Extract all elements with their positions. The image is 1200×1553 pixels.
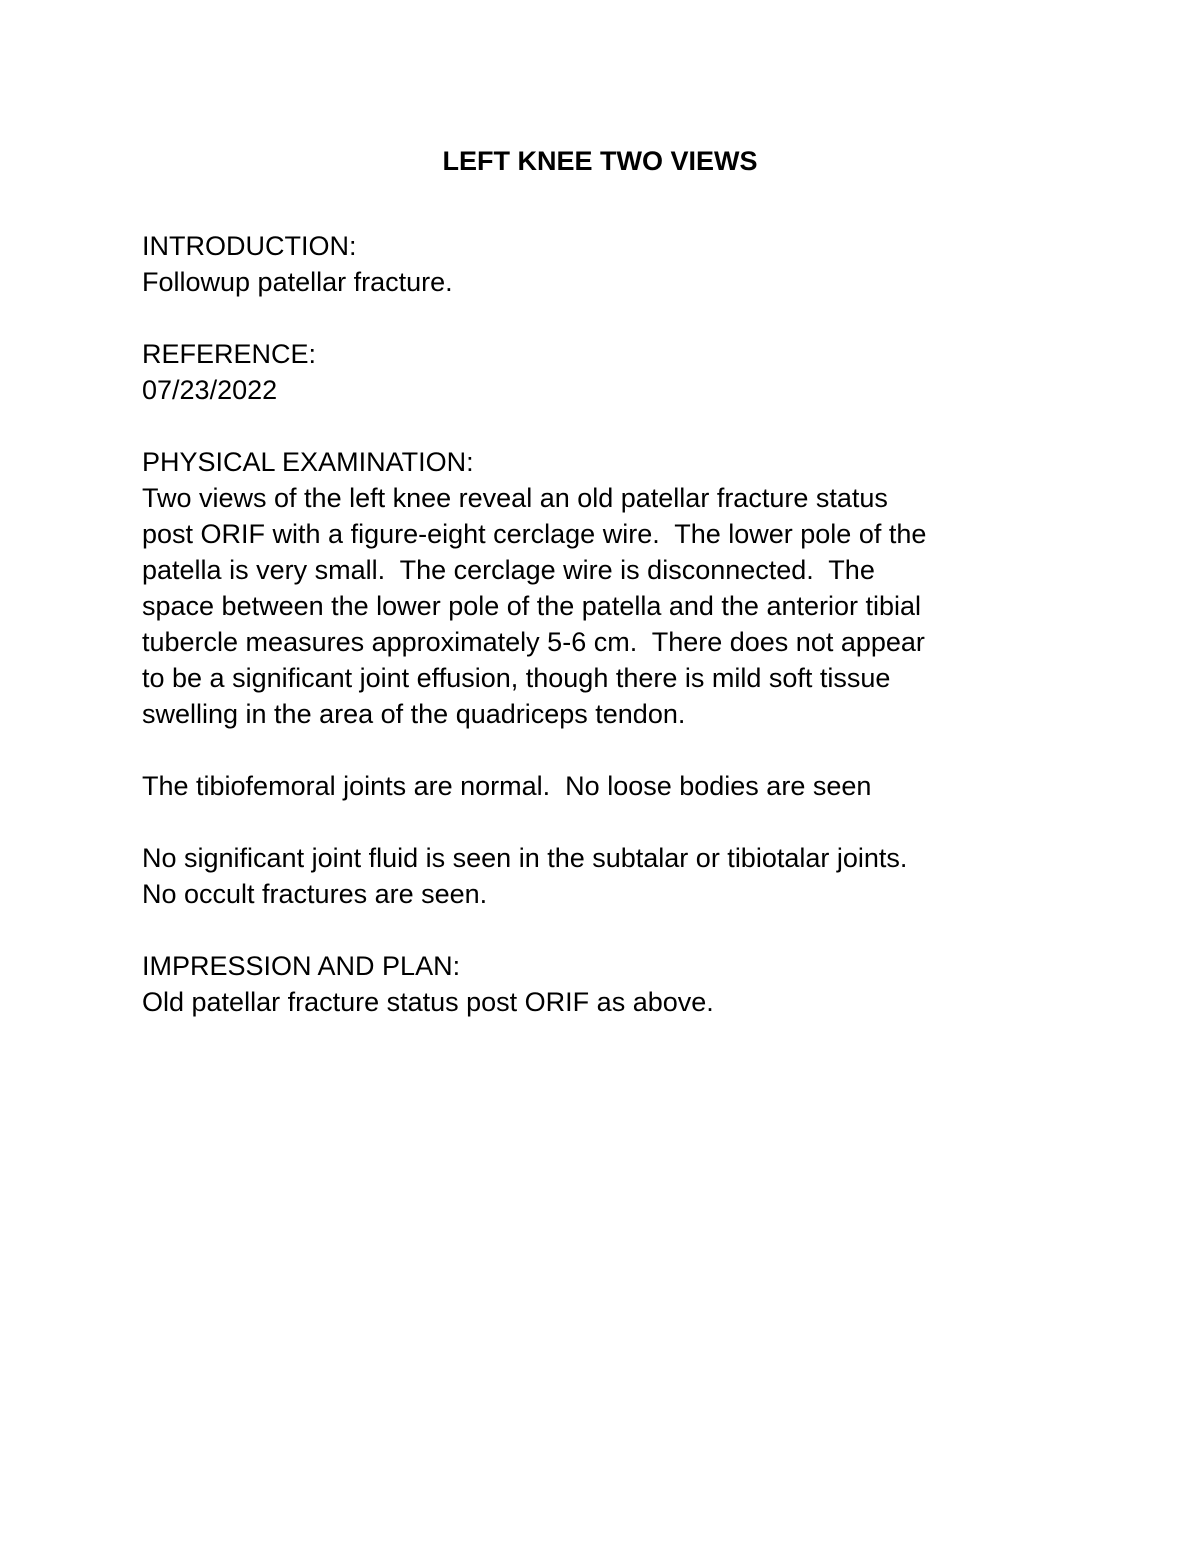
document-title: LEFT KNEE TWO VIEWS	[442, 146, 758, 176]
exam-line: Two views of the left knee reveal an old patellar fracture status	[142, 483, 888, 513]
exam-line: to be a significant joint effusion, though there is mild soft tissue	[142, 663, 891, 693]
exam-paragraph-3-line: No occult fractures are seen.	[142, 879, 488, 909]
exam-paragraph-2: The tibiofemoral joints are normal. No loose bodies are seen	[142, 771, 872, 801]
exam-line: space between the lower pole of the patella and the anterior tibial	[142, 591, 922, 621]
introduction-text: Followup patellar fracture.	[142, 267, 453, 297]
spacer	[142, 300, 1082, 336]
impression-text: Old patellar fracture status post ORIF as above.	[142, 987, 714, 1017]
physical-examination-heading: PHYSICAL EXAMINATION:	[142, 447, 474, 477]
spacer	[142, 408, 1082, 444]
exam-line: patella is very small. The cerclage wire is disconnected. The	[142, 555, 875, 585]
exam-paragraph-3-line: No significant joint fluid is seen in the subtalar or tibiotalar joints.	[142, 843, 908, 873]
introduction-heading: INTRODUCTION:	[142, 231, 357, 261]
reference-date: 07/23/2022	[142, 375, 278, 405]
exam-line: swelling in the area of the quadriceps tendon.	[142, 699, 686, 729]
spacer	[142, 732, 1082, 768]
document-body	[142, 228, 1082, 1020]
spacer	[142, 804, 1082, 840]
reference-heading: REFERENCE:	[142, 339, 317, 369]
impression-heading: IMPRESSION AND PLAN:	[142, 951, 461, 981]
spacer	[142, 912, 1082, 948]
exam-line: tubercle measures approximately 5-6 cm. There does not appear	[142, 627, 925, 657]
exam-line: post ORIF with a figure-eight cerclage wire. The lower pole of the	[142, 519, 927, 549]
